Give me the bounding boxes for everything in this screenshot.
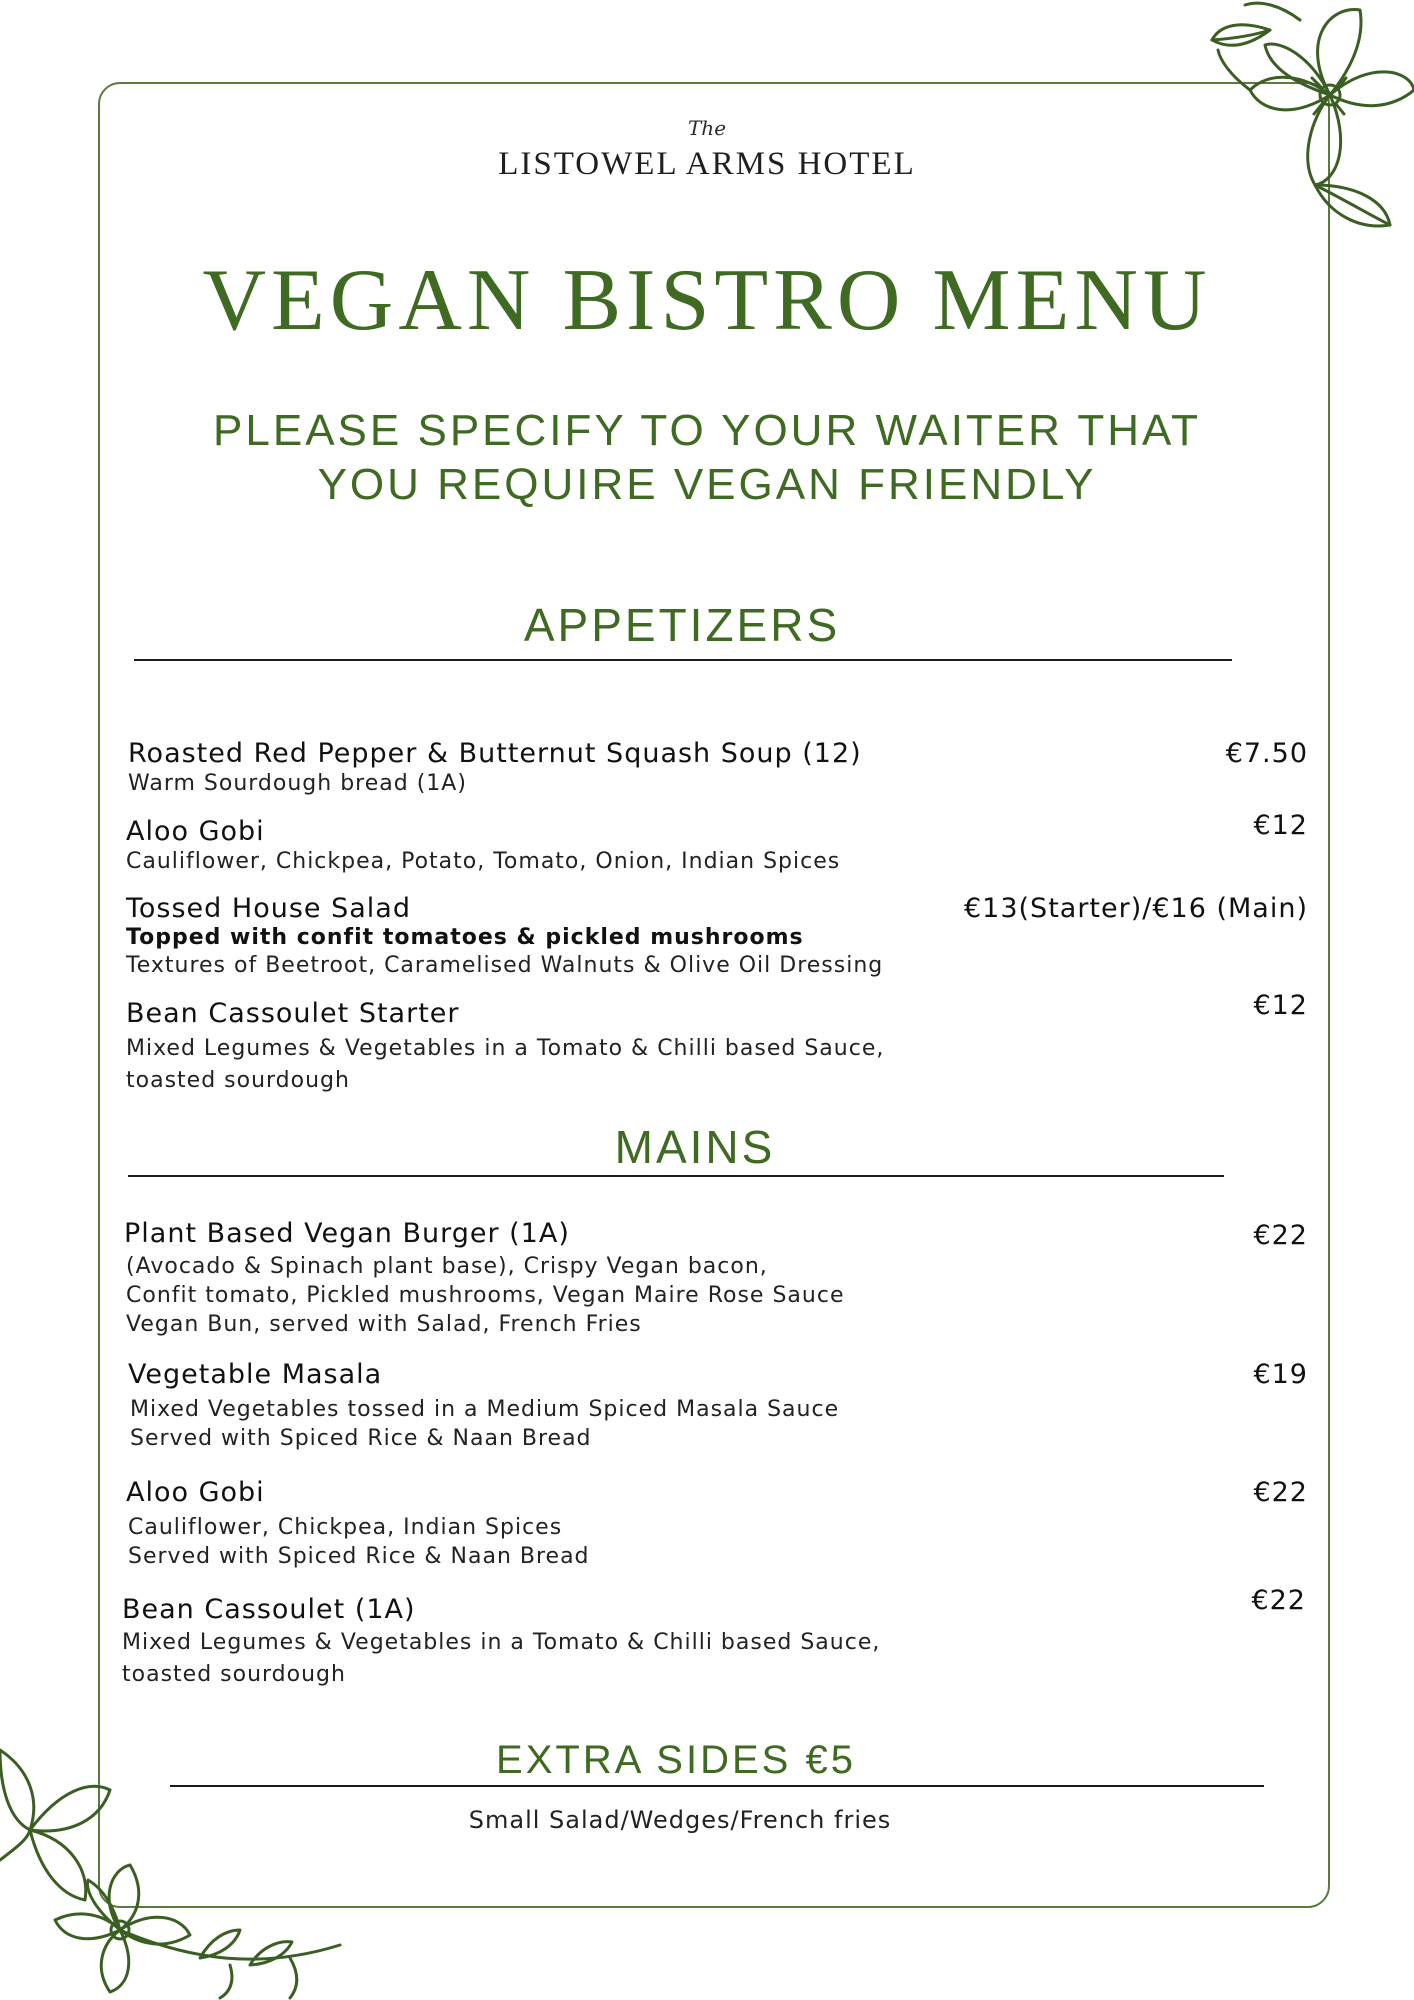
menu-item-desc: toasted sourdough [126,1068,350,1093]
menu-item-name: Vegetable Masala [128,1359,383,1390]
menu-item-desc: Served with Spiced Rice & Naan Bread [128,1544,590,1569]
section-heading-mains: MAINS [614,1121,776,1173]
menu-item-price: €7.50 [1225,738,1308,769]
menu-item-desc: Confit tomato, Pickled mushrooms, Vegan Maire Rose Sauce [126,1283,845,1308]
section-heading-extra-sides: EXTRA SIDES €5 [496,1738,856,1782]
menu-item-desc: Mixed Vegetables tossed in a Medium Spiced Masala Sauce [130,1397,840,1422]
menu-item-price: €22 [1253,1220,1308,1251]
brand-name: LISTOWEL ARMS HOTEL [498,146,916,182]
menu-item-price: €12 [1253,990,1308,1021]
menu-item-desc: toasted sourdough [122,1662,346,1687]
menu-item-name: Aloo Gobi [126,816,265,847]
menu-item-desc: Mixed Legumes & Vegetables in a Tomato & Chilli based Sauce, [122,1630,881,1655]
section-heading-appetizers: APPETIZERS [523,599,841,651]
menu-item-name: Aloo Gobi [126,1477,265,1508]
section-divider [134,659,1232,661]
menu-item-price: €13(Starter)/€16 (Main) [963,893,1308,924]
menu-subtitle [0,404,1414,512]
menu-item-name: Tossed House Salad [126,893,411,924]
section-divider [170,1785,1264,1787]
subtitle-line-2: YOU REQUIRE VEGAN FRIENDLY [317,460,1097,509]
menu-item-desc: Topped with confit tomatoes & pickled mushrooms [126,925,804,950]
menu-item-name: Plant Based Vegan Burger (1A) [124,1218,570,1249]
menu-item-desc: Mixed Legumes & Vegetables in a Tomato & Chilli based Sauce, [126,1036,885,1061]
menu-item-desc: Cauliflower, Chickpea, Potato, Tomato, Onion, Indian Spices [126,849,841,874]
section-divider [128,1175,1224,1177]
sides-list: Small Salad/Wedges/French fries [468,1806,892,1834]
brand-prefix: The [687,116,727,140]
menu-item-price: €19 [1253,1359,1308,1390]
menu-item-desc: Served with Spiced Rice & Naan Bread [130,1426,592,1451]
menu-item-desc: Vegan Bun, served with Salad, French Fries [126,1312,642,1337]
menu-item-price: €22 [1251,1585,1306,1616]
menu-item-desc: Textures of Beetroot, Caramelised Walnuts & Olive Oil Dressing [126,953,884,978]
menu-item-price: €22 [1253,1477,1308,1508]
menu-item-name: Bean Cassoulet (1A) [122,1594,416,1625]
menu-item-desc: Warm Sourdough bread (1A) [128,771,467,796]
menu-item-desc: (Avocado & Spinach plant base), Crispy Vegan bacon, [126,1254,768,1279]
menu-item-price: €12 [1253,810,1308,841]
menu-title: VEGAN BISTRO MENU [202,252,1212,349]
subtitle-line-1: PLEASE SPECIFY TO YOUR WAITER THAT [213,406,1201,455]
menu-item-name: Roasted Red Pepper & Butternut Squash Soup (12) [128,738,862,769]
menu-item-desc: Cauliflower, Chickpea, Indian Spices [128,1515,563,1540]
menu-item-name: Bean Cassoulet Starter [126,998,460,1029]
